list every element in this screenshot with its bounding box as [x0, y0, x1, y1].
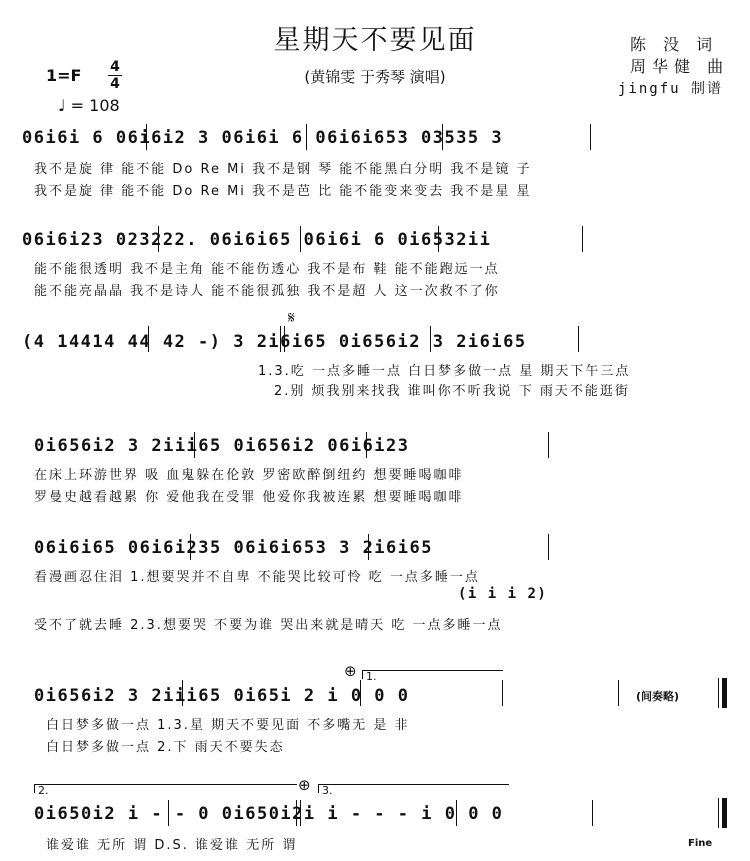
- tempo-marking: [58, 96, 120, 115]
- performers: (黄锦雯 于秀琴 演唱): [304, 68, 446, 86]
- barline: [182, 680, 183, 706]
- row2-lyric-verse1: 能不能很透明 我不是主角 能不能伤透心 我不是布 鞋 能不能跑远一点: [34, 262, 500, 277]
- row2-lyric-verse2: 能不能亮晶晶 我不是诗人 能不能很孤独 我不是超 人 这一次救不了你: [34, 284, 500, 299]
- volta-3-label: 3.: [322, 784, 333, 797]
- row5-notes: 06i6i65 06i6i235 06i6i653 3 2i6i65: [34, 538, 433, 558]
- coda-icon: ⊕: [298, 776, 311, 794]
- barline: [148, 326, 149, 352]
- volta-bracket-1: [362, 670, 503, 679]
- lyricist: 陈 没 词: [630, 35, 719, 54]
- barline: [146, 124, 147, 150]
- barline: [280, 326, 281, 352]
- barline: [718, 678, 719, 708]
- tempo-value: = 108: [70, 96, 120, 115]
- time-signature: [108, 60, 122, 91]
- key-signature: 1=F: [46, 66, 82, 85]
- barline: [368, 534, 369, 560]
- barline: [618, 680, 619, 706]
- barline: [438, 226, 439, 252]
- barline: [284, 326, 285, 352]
- barline: [578, 326, 579, 352]
- row4-notes: 0i656i2 3 2iii65 0i656i2 06i6i23: [34, 436, 410, 456]
- row7-lyric: 谁爱谁 无所 谓 D.S. 谁爱谁 无所 谓: [46, 838, 298, 853]
- row6-lyric-verse1: 白日梦多做一点 1.3.星 期天不要见面 不多嘴无 是 非: [46, 718, 410, 733]
- row5-lyric-verse1: 看漫画忍住泪 1.想要哭并不自卑 不能哭比较可怜 吃 一点多睡一点: [34, 570, 480, 585]
- transcriber: jingfu 制谱: [618, 81, 724, 97]
- song-title: 星期天不要见面: [273, 25, 477, 56]
- barline: [360, 680, 361, 706]
- barline: [430, 326, 431, 352]
- barline: [158, 226, 159, 252]
- row1-lyric-verse2: 我不是旋 律 能不能 Do Re Mi 我不是芭 比 能不能变来变去 我不是星 星: [34, 184, 532, 199]
- barline: [442, 124, 443, 150]
- volta-bracket-2: [34, 784, 297, 793]
- row1-lyric-verse1: 我不是旋 律 能不能 Do Re Mi 我不是钢 琴 能不能黑白分明 我不是镜 子: [34, 162, 532, 177]
- row5-variant-notes: (i i i 2): [458, 586, 548, 602]
- row3-lyric-verse1: 1.3.吃 一点多睡一点 白日梦多做一点 星 期天下午三点: [258, 364, 631, 379]
- time-signature-bottom: 4: [110, 76, 120, 92]
- row6-notes: 0i656i2 3 2iii65 0i65i 2 i 0 0 0: [34, 686, 410, 706]
- barline: [168, 800, 169, 826]
- barline: [194, 432, 195, 458]
- barline: [300, 800, 301, 826]
- barline: [190, 534, 191, 560]
- row2-notes: 06i6i23 023222. 06i6i65 06i6i 6 0i6532ii: [22, 230, 492, 250]
- row5-lyric-verse2: 受不了就去睡 2.3.想要哭 不要为谁 哭出来就是晴天 吃 一点多睡一点: [34, 618, 503, 633]
- barline: [718, 798, 719, 828]
- barline: [300, 226, 301, 252]
- quarter-note-icon: ♩: [58, 96, 66, 115]
- barline: [306, 124, 307, 150]
- composer: 周华健 曲: [630, 57, 730, 76]
- volta-1-label: 1.: [366, 670, 377, 683]
- barline: [582, 226, 583, 252]
- row3-lyric-verse2: 2.别 烦我别来找我 谁叫你不听我说 下 雨天不能逛街: [274, 384, 630, 399]
- barline: [502, 680, 503, 706]
- row4-lyric-verse1: 在床上环游世界 吸 血鬼躲在伦敦 罗密欧醉倒纽约 想要睡喝咖啡: [34, 468, 464, 483]
- row7-notes: 0i650i2 i - - 0 0i650i2i i - - - i 0 0 0: [34, 804, 504, 824]
- row4-lyric-verse2: 罗曼史越看越累 你 爱他我在受罪 他爱你我被连累 想要睡喝咖啡: [34, 490, 464, 505]
- barline: [366, 432, 367, 458]
- barline: [548, 432, 549, 458]
- barline: [548, 534, 549, 560]
- coda-icon: ⊕: [344, 662, 357, 680]
- row1-notes: 06i6i 6 06i6i2 3 06i6i 6 06i6i653 03535 3: [22, 128, 504, 148]
- volta-bracket-3: [318, 784, 509, 793]
- barline: [296, 800, 297, 826]
- interlude-note: (间奏略): [636, 690, 680, 703]
- row3-notes: (4 14414 44 42 -) 3 2i6i65 0i656i2 3 2i6i65: [22, 332, 527, 352]
- volta-2-label: 2.: [38, 784, 49, 797]
- barline: [590, 124, 591, 150]
- segno-icon: 𝄋: [288, 308, 295, 327]
- barline: [592, 800, 593, 826]
- fine-marking: Fine: [688, 838, 713, 849]
- final-barline: [722, 678, 727, 708]
- row6-lyric-verse2: 白日梦多做一点 2.下 雨天不要失态: [46, 740, 285, 755]
- time-signature-top: 4: [110, 59, 120, 75]
- final-barline: [722, 798, 727, 828]
- barline: [456, 800, 457, 826]
